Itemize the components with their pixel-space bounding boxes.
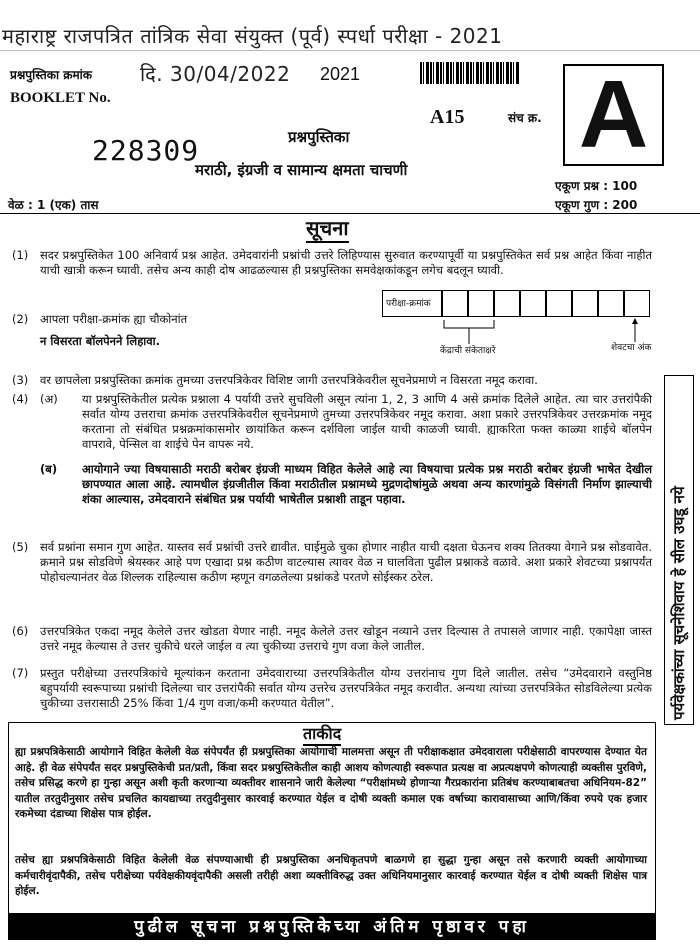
top-divider: [0, 50, 700, 51]
roll-cell[interactable]: [494, 290, 520, 317]
instruction-text: या प्रश्नपुस्तिकेतील प्रत्येक प्रश्नाला 4 पर्यायी उत्तरे सुचविली असून त्यांना 1, 2, 3 आणि 4 असे क्रमांक दिलेले आहेत. त्या चार उत्तरांपैकी सर्वात योग्य उत्तराचा क्रमांक उत्तरपत्रिकेवरील सूचनेप्रमाणे तुमच्या उत्तरपत्रिकेवर नमूद करावा. अशा प्रकारे उत्तरपत्रिकेवर उत्तरक्रमांक नमूद करताना तो संबंधित प्रश्नक्रमांकासमोर छायांकित करून दर्शविला जाईल याची काळजी घ्यावी. ह्याकरिता फक्त काळ्या शाईचे बॉलपेन वापरावे, पेन्सिल वा शाईचे पेन वापरू नये.: [82, 392, 652, 451]
roll-last-digit-label: शेवटचा अंक: [611, 343, 652, 353]
booklet-label-mr: प्रश्नपुस्तिका क्रमांक: [10, 68, 92, 82]
booklet-title: प्रश्नपुस्तिका: [288, 128, 350, 146]
instruction-number: (1): [12, 248, 29, 262]
roll-cell[interactable]: [572, 290, 598, 317]
instruction-3: [12, 373, 652, 388]
roll-bracket-lines: [382, 318, 650, 348]
warning-heading: ताकीद: [303, 722, 341, 746]
series-code: A15: [430, 106, 465, 128]
year: 2021: [320, 64, 361, 84]
total-marks: एकूण गुण : 200: [555, 198, 638, 212]
instruction-sub-number: (ब): [40, 462, 58, 476]
instruction-text: सर्व प्रश्नांना समान गुण आहेत. यास्तव सर्व प्रश्नांची उत्तरे द्यावीत. घाईमुळे चुका होणार नाहीत याची दक्षता घेऊनच शक्य तितक्या वेगाने प्रश्न सोडवावेत. क्रमाने प्रश्न सोडविणे श्रेयस्कर आहे पण एखादा प्रश्न कठीण वाटल्यास त्यावर वेळ न घालविता पुढील प्रश्नाकडे वळावे. अशा प्रकारे शेवटच्या प्रश्नापर्यंत पोहोचल्यानंतर वेळ शिल्लक राहिल्यास कठीण म्हणून वगळलेल्या प्रश्नांकडे परतणे सोईस्कर ठरेल.: [40, 540, 652, 584]
warning-paragraph-1: ह्या प्रश्नपत्रिकेसाठी आयोगाने विहित केलेली वेळ संपेपर्यंत ही प्रश्नपुस्तिका आयोगाची मालमत्ता असून ती परीक्षाकक्षात उमेदवाराला परीक्षेसाठी वापरण्यास देण्यात येत आहे. ही वेळ संपेपर्यंत सदर प्रश्नपुस्तिकेची प्रत/प्रती, किंवा सदर प्रश्नपुस्तिकेतील काही आशय कोणत्याही स्वरूपात प्रत्यक्ष वा अप्रत्यक्षपणे कोणत्याही व्यक्तीस पुरविणे, तसेच प्रसिद्ध करणे हा गुन्हा असून अशी कृती करणाऱ्या व्यक्तीवर शासनाने जारी केलेल्या “परीक्षांमध्ये होणाऱ्या गैरप्रकारांना प्रतिबंध करण्याबाबतचा अधिनियम-82” यातील तरतुदीनुसार तसेच प्रचलित कायद्याच्या तरतुदीनुसार कारवाई करण्यात येईल व दोषी व्यक्ती कमाल एक वर्षाच्या कारावासाच्या आणि/किंवा रुपये एक हजार रकमेच्या दंडाच्या शिक्षेस पात्र होईल.: [15, 746, 647, 820]
time-allowed: वेळ : 1 (एक) तास: [8, 198, 99, 212]
instruction-2: [12, 312, 372, 327]
instructions-heading: सूचना: [306, 214, 349, 243]
instruction-7: [12, 666, 652, 711]
roll-cell[interactable]: [468, 290, 494, 317]
seal-side-note: [664, 375, 694, 725]
instruction-text: न विसरता बॉलपेनने लिहावा.: [40, 334, 161, 348]
footer-text: पुढील सूचना प्रश्नपुस्तिकेच्या अंतिम पृष्ठावर पहा: [134, 917, 530, 937]
series-letter: A: [578, 61, 649, 168]
instruction-5: [12, 540, 652, 585]
roll-number-cells[interactable]: [442, 290, 650, 317]
series-letter-box: [563, 61, 664, 168]
instruction-number: (5): [12, 540, 29, 554]
instruction-number: (2): [12, 312, 29, 326]
instruction-sub-number: (अ): [40, 392, 58, 406]
instruction-4b: [12, 462, 652, 507]
roll-box-label: परीक्षा-क्रमांक: [386, 299, 431, 309]
warning-box: [8, 722, 656, 914]
roll-cell[interactable]: [546, 290, 572, 317]
roll-cell[interactable]: [624, 290, 650, 317]
warning-paragraph-2: तसेच ह्या प्रश्नपत्रिकेसाठी विहित केलेली वेळ संपण्याआधी ही प्रश्नपुस्तिका अनधिकृतपणे बाळगणे हा सुद्धा गुन्हा असून तसे करणारी व्यक्ती आयोगाच्या कर्मचारीवृंदापैकी, तसेच परीक्षेच्या पर्यवेक्षकीयवृंदापैकी असली तरीही अशा व्यक्तीविरुद्ध उक्त अधिनियमानुसार कारवाई करण्यात येईल व दोषी व्यक्ती शिक्षेस पात्र होईल.: [15, 854, 647, 897]
booklet-number: 228309: [92, 134, 200, 167]
handwritten-exam-title: महाराष्ट्र राजपत्रित तांत्रिक सेवा संयुक्त (पूर्व) स्पर्धा परीक्षा - 2021: [2, 24, 503, 48]
total-questions: एकूण प्रश्न : 100: [555, 179, 638, 193]
roll-cell[interactable]: [442, 290, 468, 317]
instruction-text: प्रस्तुत परीक्षेच्या उत्तरपत्रिकांचे मूल्यांकन करताना उमेदवाराच्या उत्तरपत्रिकेतील योग्य उत्तरांनाच गुण दिले जातील. तसेच “उमेदवाराने वस्तुनिष्ठ बहुपर्यायी स्वरूपाच्या प्रश्नांची दिलेल्या चार उत्तरांपैकी सर्वात योग्य उत्तरेच उत्तरपत्रिकेत नमूद करावीत. अन्यथा त्यांच्या उत्तरपत्रिकेत सोडविलेल्या प्रत्येक चुकीच्या उत्तरासाठी 25% किंवा 1/4 गुण वजा/कमी करण्यात येतील”.: [40, 666, 652, 710]
instruction-text: उत्तरपत्रिकेत एकदा नमूद केलेले उत्तर खोडता येणार नाही. नमूद केलेले उत्तर खोडून नव्याने उत्तर दिल्यास ते तपासले जाणार नाही. एकापेक्षा जास्त उत्तरे नमूद केल्यास ते उत्तर चुकीचे धरले जाईल व त्या चुकीच्या उत्तराचे गुण वजा केले जातील.: [40, 624, 652, 653]
instruction-number: (6): [12, 624, 29, 638]
instruction-number: (3): [12, 373, 29, 387]
roll-label-cell: [382, 290, 442, 317]
subject-title: मराठी, इंग्रजी व सामान्य क्षमता चाचणी: [195, 161, 408, 179]
series-label: संच क्र.: [508, 111, 542, 125]
footer-banner: [8, 914, 656, 940]
roll-cell[interactable]: [520, 290, 546, 317]
instruction-number: (7): [12, 666, 29, 680]
instruction-2-continued: [12, 334, 372, 349]
seal-side-note-text: पर्यवेक्षकांच्या सूचनेशिवाय हे सील उघडू नये: [670, 486, 688, 720]
instruction-text: आपला परीक्षा-क्रमांक ह्या चौकोनांत: [40, 312, 188, 326]
instruction-number: (4): [12, 392, 29, 406]
handwritten-date: दि. 30/04/2022: [140, 62, 291, 86]
instruction-6: [12, 624, 652, 654]
instruction-4a: [12, 392, 652, 452]
roll-center-label: केंद्राची संकेताक्षरे: [440, 346, 496, 356]
instruction-text: सदर प्रश्नपुस्तिकेत 100 अनिवार्य प्रश्न आहेत. उमेदवारांनी प्रश्नांची उत्तरे लिहिण्यास सुरुवात करण्यापूर्वी या प्रश्नपुस्तिकेत सर्व प्रश्न आहेत किंवा नाहीत याची खात्री करून घ्यावी. तसेच अन्य काही दोष आढळल्यास ही प्रश्नपुस्तिका समवेक्षकांकडून लगेच बदलून घ्यावी.: [40, 248, 652, 277]
instruction-1: [12, 248, 652, 278]
instruction-text: वर छापलेला प्रश्नपुस्तिका क्रमांक तुमच्या उत्तरपत्रिकेवर विशिष्ट जागी उत्तरपत्रिकेवरील सूचनेप्रमाणे न विसरता नमूद करावा.: [40, 373, 538, 387]
barcode: [420, 62, 520, 84]
booklet-label-en: BOOKLET No.: [10, 90, 111, 106]
header-divider: [0, 213, 700, 214]
instruction-text: आयोगाने ज्या विषयासाठी मराठी बरोबर इंग्रजी माध्यम विहित केलेले आहे त्या विषयाचा प्रत्येक प्रश्न मराठी बरोबर इंग्रजी भाषेत देखील छापण्यात आला आहे. त्यामधील इंग्रजीतील किंवा मराठीतील प्रश्नामध्ये मुद्रणदोषांमुळे अथवा अन्य कारणांमुळे विसंगती निर्माण झाल्याची शंका आल्यास, उमेदवाराने संबंधित प्रश्न पर्यायी भाषेतील प्रश्नाशी ताडून पहावा.: [82, 462, 652, 506]
roll-cell[interactable]: [598, 290, 624, 317]
